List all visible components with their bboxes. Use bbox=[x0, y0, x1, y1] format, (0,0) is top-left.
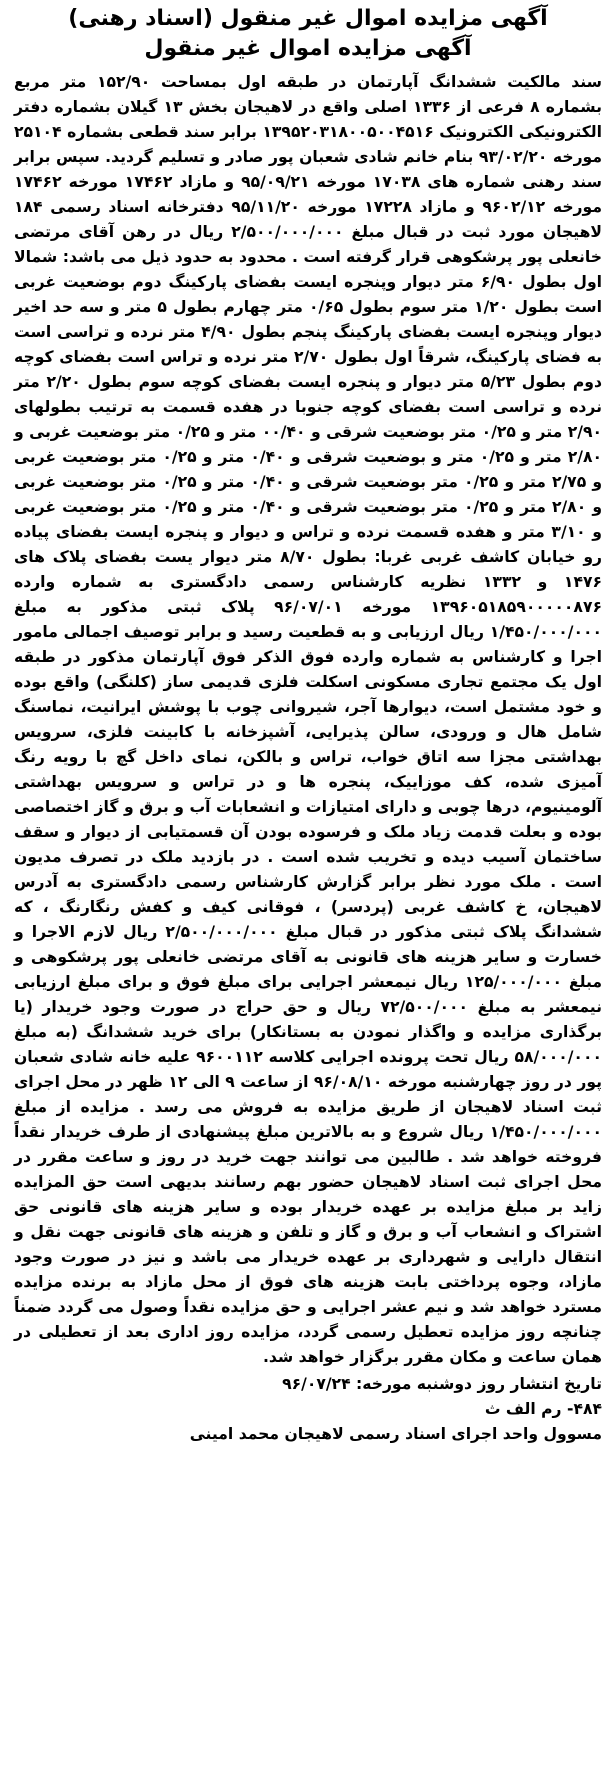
publish-date: تاریخ انتشار روز دوشنبه مورخه: ۹۶/۰۷/۲۴ bbox=[282, 1375, 602, 1393]
notice-footer bbox=[14, 1372, 602, 1447]
notice-body: سند مالکیت ششدانگ آپارتمان در طبقه اول بمساحت ۱۵۲/۹۰ متر مربع بشماره ۸ فرعی از ۱۳۳۶ اصلی واقع در لاهیجان بخش ۱۳ گیلان بشماره دفتر الکترونیکی الکترونیک ۱۳۹۵۲۰۳۱۸۰۰۵۰۰۴۵۱۶ برابر سند قطعی بشماره ۲۵۱۰۴ مورخه ۹۳/۰۲/۲۰ بنام خانم شادی شعبان پور صادر و تسلیم گردید. سپس برابر سند رهنی شماره های ۱۷۰۳۸ مورخه ۹۵/۰۹/۲۱ و مازاد ۱۷۴۶۲ مورخه ۱۷۴۶۲ مورخه ۹۶۰۲/۱۲ و مازاد ۱۷۲۲۸ مورخه ۹۵/۱۱/۲۰ دفترخانه اسناد رسمی ۱۸۴ لاهیجان مورد ثبت در قبال مبلغ ۲/۵۰۰/۰۰۰/۰۰۰ ریال در رهن آقای مرتضی خانعلی پور پرشکوهی قرار گرفته است . محدود به حدود ذیل می باشد: شمالا اول بطول ۶/۹۰ متر دیوار وپنجره ایست بفضای پارکینگ دوم بوضعیت غربی است بطول ۱/۲۰ متر سوم بطول ۰/۶۵ متر چهارم بطول ۵ متر و سه حد اخیر دیوار وپنجره ایست بفضای پارکینگ پنجم بطول ۴/۹۰ متر نرده و تراسی است به فضای پارکینگ، شرقاً اول بطول ۲/۷۰ متر نرده و تراس است بفضای کوچه دوم بطول ۵/۲۳ متر دیوار و پنجره ایست بفضای کوچه سوم بطول ۲/۲۰ متر نرده و تراسی است بفضای کوچه جنوبا در هفده قسمت به ترتیب بطولهای ۲/۹۰ متر و ۰/۲۵ متر بوضعیت شرقی و ۰۰/۴۰ متر و ۰/۲۵ متر بوضعیت غربی و ۲/۸۰ متر و ۰/۲۵ متر و بوضعیت شرقی و ۰/۴۰ متر و ۰/۲۵ متر بوضعیت غربی و ۲/۷۵ متر و ۰/۲۵ متر بوضعیت شرقی و ۰/۴۰ متر و ۰/۲۵ متر بوضعیت غربی و ۲/۸۰ متر و ۰/۲۵ متر بوضعیت شرقی و ۰/۴۰ متر و ۰/۲۵ متر بوضعیت غربی و ۳/۱۰ متر و هفده قسمت نرده و تراس و دیوار و پنجره ایست بفضای پیاده رو خیابان کاشف غربی غربا: بطول ۸/۷۰ متر دیوار یست بفضای پلاک های ۱۴۷۶ و ۱۳۳۲ نظریه کارشناس رسمی دادگستری به شماره وارده ۱۳۹۶۰۵۱۸۵۹۰۰۰۰۰۸۷۶ مورخه ۹۶/۰۷/۰۱ پلاک ثبتی مذکور به مبلغ ۱/۴۵۰/۰۰۰/۰۰۰ ریال ارزیابی و به قطعیت رسید و برابر توصیف اجمالی مامور اجرا و کارشناس به شماره وارده فوق الذکر فوق آپارتمان مذکور در طبقه اول یک مجتمع تجاری مسکونی اسکلت فلزی قدیمی ساز (کلنگی) واقع بوده و خود مشتمل است، دیوارها آجر، شیروانی چوب با پوشش ایرانیت، نماسنگ شامل هال و ورودی، سالن پذیرایی، آشپزخانه با کابینت فلزی، سرویس بهداشتی مجزا سه اتاق خواب، تراس و بالکن، نمای داخل گچ با رویه رنگ آمیزی شده، کف موزاییک، پنجره ها و در تراس و سرویس بهداشتی آلومینیوم، درها چوبی و دارای امتیازات و انشعابات آب و برق و گاز اختصاصی بوده و بعلت قدمت زیاد ملک و فرسوده بودن آن قسمتیابی از دیوار و سقف ساختمان آسیب دیده و تخریب شده است . در بازدید ملک در تصرف مدیون است . ملک مورد نظر برابر گزارش کارشناس رسمی دادگستری به آدرس لاهیجان، خ کاشف غربی (پردسر) ، فوقانی کیف و کفش رنگارنگ ، که ششدانگ پلاک ثبتی مذکور در قبال مبلغ ۲/۵۰۰/۰۰۰/۰۰۰ ریال لازم الاجرا و خسارت و سایر هزینه های قانونی به آقای مرتضی خانعلی پور پرشکوهی و مبلغ ۱۲۵/۰۰۰/۰۰۰ ریال نیمعشر اجرایی برای مبلغ فوق و برای مبلغ ارزیابی نیمعشر به مبلغ ۷۲/۵۰۰/۰۰۰ ریال و حق حراج در صورت وجود خریدار (یا برگذاری مزایده و واگذار نمودن به بستانکار) برای خرید ششدانگ (به مبلغ ۵۸/۰۰۰/۰۰۰ ریال تحت پرونده اجرایی کلاسه ۹۶۰۰۱۱۲ علیه خانه شادی شعبان پور در روز چهارشنبه مورخه ۹۶/۰۸/۱۰ از ساعت ۹ الی ۱۲ ظهر در محل اجرای ثبت اسناد لاهیجان از طریق مزایده به فروش می رسد . مزایده از مبلغ ۱/۴۵۰/۰۰۰/۰۰۰ ریال شروع و به بالاترین مبلغ پیشنهادی از طرف خریدار نقداً فروخته خواهد شد . طالبین می توانند جهت خرید در روز و ساعت مقرر در محل اجرای ثبت اسناد لاهیجان حضور بهم رسانند بدیهی است حق المزایده زاید بر مبلغ مزایده بر عهده خریدار بوده و سایر هزینه های قانونی حق اشتراک و انشعاب آب و برق و گاز و تلفن و هزینه های قانونی جهت نقل و انتقال دارایی و شهرداری بر عهده خریدار می باشد و نیز در صورت وجود مازاد، وجوه پرداختی بابت هزینه های فوق از محل مازاد به برنده مزایده مسترد خواهد شد و نیم عشر اجرایی و حق مزایده نقداً وصول می گردد ضمناً چنانچه روز مزایده تعطیل رسمی گردد، مزایده روز اداری بعد از تعطیلی در همان ساعت و مکان مقرر برگزار خواهد شد. bbox=[14, 73, 603, 1366]
notice-title: آگهی مزایده اموال غیر منقول (اسناد رهنی) bbox=[68, 6, 548, 31]
notice-code: ۴۸۴- رم الف ث bbox=[484, 1400, 602, 1418]
notice-subtitle: آگهی مزایده اموال غیر منقول bbox=[144, 36, 472, 61]
signature-line: مسوول واحد اجرای اسناد رسمی لاهیجان محمد امینی bbox=[189, 1425, 602, 1443]
